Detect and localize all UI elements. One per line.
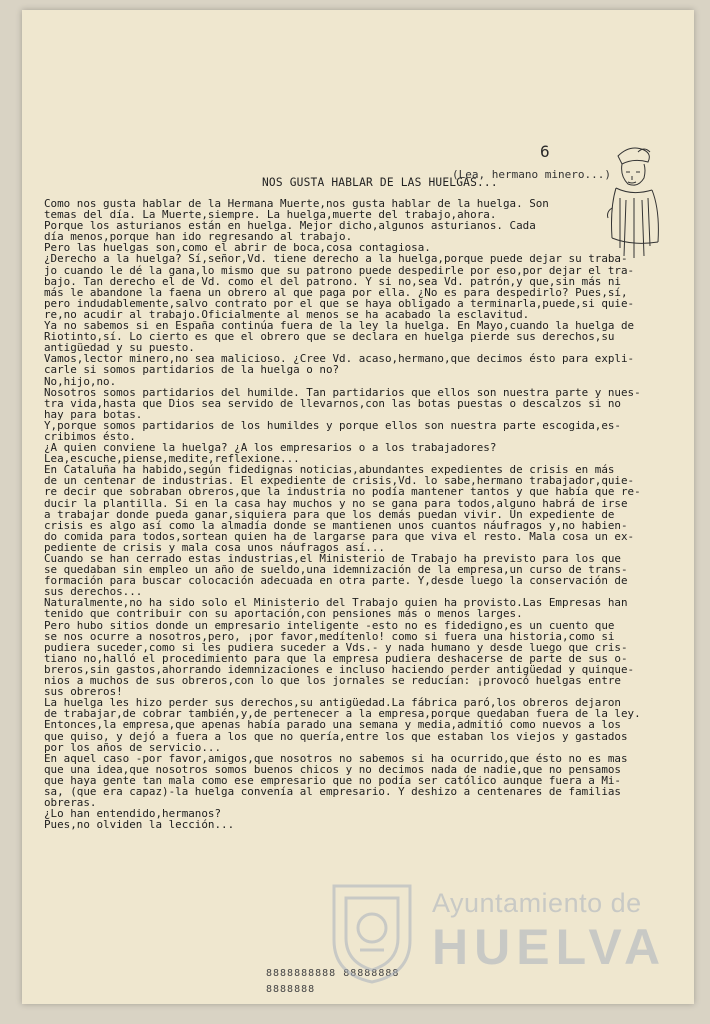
text-line: La huelga les hizo perder sus derechos,su antigüedad.La fábrica paró,los obreros dejaron xyxy=(44,697,621,709)
text-line: tenido que contribuir con su aportación,con pensiones más o menos larges. xyxy=(44,608,523,620)
watermark-line-2: HUELVA xyxy=(432,919,667,975)
text-line: Pues,no olviden la lección... xyxy=(44,819,235,831)
text-line: Vamos,lector minero,no sea malicioso. ¿Cree Vd. acaso,hermano,que decimos ésto para expli- xyxy=(44,353,635,365)
text-line: jo cuando le dé la gana,lo mismo que su patrono puede despedirle por eso,por dejar el tra- xyxy=(44,264,635,276)
text-line: se quedaban sin empleo un año de sueldo,una idemnización de la empresa,un curso de trans- xyxy=(44,564,628,576)
text-line: de un centenar de industrias. El expediente de crisis,Vd. lo sabe,hermano trabajador,quie- xyxy=(44,475,635,487)
text-line: breros,sin gastos,ahorrando idemnizaciones e incluso haciendo perder antigüedad y quinque- xyxy=(44,663,635,676)
page-title: NOS GUSTA HABLAR DE LAS HUELGAS... xyxy=(262,176,498,189)
text-line: cribimos ésto. xyxy=(44,430,136,443)
archive-watermark xyxy=(324,878,684,988)
text-line: re,no acudir al trabajo.Oficialmente al menos se ha acabado la esclavitud. xyxy=(44,308,530,321)
text-line: hay para botas. xyxy=(44,408,143,420)
text-line: Riotinto,sí. Lo cierto es que el obrero que se declara en huelga pierde sus derechos,su xyxy=(44,331,615,343)
text-line: Cuando se han cerrado estas industrias,el Ministerio de Trabajo ha previsto para los que xyxy=(44,553,621,565)
footer-mark-line: 8888888 xyxy=(266,984,316,995)
text-line: re decir que sobraban obreros,que la industria no podía mantener tantos y que había que re- xyxy=(44,486,641,498)
text-line: nios a muchos de sus obreros,con lo que los jornales se reducían: ¡provocó huelgas entre xyxy=(44,675,621,687)
text-line: día menos,porque han ido regresando al trabajo. xyxy=(44,231,353,243)
text-line: ¿Derecho a la huelga? Sí,señor,Vd. tiene derecho a la huelga,porque puede dejar su traba- xyxy=(44,253,628,265)
text-line: pudiera suceder,como si les pudiera suceder a Vds.- y nada humano y desde luego que cris- xyxy=(44,641,628,653)
text-line: de trabajar,de cobrar también,y,de pertenecer a la empresa,porque quedaban fuera de la ley. xyxy=(44,708,641,720)
text-line: sa, (que era capaz)-la huelga convenía al empresario. Y deshizo a centenares de familias xyxy=(44,785,621,798)
text-line: que quiso, y dejó a fuera a los que no quería,entre los que estaban los viejos y gastados xyxy=(44,730,628,742)
text-line: se nos ocurre a nosotros,pero, ¡por favor,medítenlo! como si fuera una historia,como si xyxy=(44,630,615,642)
text-line: pediente de crisis y mala cosa unos náufragos así... xyxy=(44,541,385,553)
text-line: obreras. xyxy=(44,797,97,809)
text-line: Pero hubo sitios donde un empresario inteligente -esto no es fidedigno,es un cuento que xyxy=(44,619,615,631)
text-line: bajo. Tan derecho el de Vd. como el del patrono. Y si no,sea Vd. patrón,y que,sin más ni xyxy=(44,275,621,287)
footer-mark-line: 8888888888 88888888 xyxy=(266,968,400,979)
text-line: crisis es algo así como la almadía donde se mantienen unos cuantos náufragos y,no habien- xyxy=(44,519,628,531)
text-line: tiano no,halló el procedimiento para que la empresa pudiera deshacerse de parte de sus o- xyxy=(44,652,628,664)
text-line: a trabajar donde pueda ganar,siquiera para que los demás puedan vivir. Un expediente de xyxy=(44,508,615,520)
text-line: Como nos gusta hablar de la Hermana Muerte,nos gusta hablar de la huelga. Son xyxy=(44,198,549,210)
watermark-line-1: Ayuntamiento de xyxy=(432,888,642,918)
text-line: Naturalmente,no ha sido solo el Ministerio del Trabajo quien ha provisto.Las Empresas han xyxy=(44,597,628,609)
city-seal-icon xyxy=(324,878,420,986)
page-subtitle: (Lea, hermano minero...) xyxy=(452,168,611,181)
text-line: Ya no sabemos si en España continúa fuera de la ley la huelga. En Mayo,cuando la huelga de xyxy=(44,320,635,332)
text-line: carle si somos partidarios de la huelga o no? xyxy=(44,364,340,376)
text-line: Nosotros somos partidarios del humilde. Tan partidarios que ellos son nuestra parte y nues- xyxy=(44,386,641,398)
page-number: 6 xyxy=(540,142,550,161)
text-line: En Cataluña ha habido,según fidedignas noticias,abundantes expedientes de crisis en más xyxy=(44,464,615,476)
text-line: que una idea,que nosotros somos buenos chicos y no decimos nada de nadie,que no pensamos xyxy=(44,763,621,775)
text-line: ducir la plantilla. Si en la casa hay muchos y no se gana para todos,alguno habrá de irse xyxy=(44,497,628,509)
text-line: Pero las huelgas son,como el abrir de boca,cosa contagiosa. xyxy=(44,242,431,254)
text-line: Porque los asturianos están en huelga. Mejor dicho,algunos asturianos. Cada xyxy=(44,220,536,232)
text-line: ¿Lo han entendido,hermanos? xyxy=(44,808,222,820)
text-line: No,hijo,no. xyxy=(44,375,117,387)
text-line: antigüedad y su puesto. xyxy=(44,342,195,354)
text-line: por los años de servicio... xyxy=(44,741,222,753)
text-line: pero indudablemente,salvo contrato por el que se haya obligado a terminarla,puede,si quie- xyxy=(44,297,635,309)
text-line: En aquel caso -por favor,amigos,que nosotros no sabemos si ha ocurrido,que ésto no es mas xyxy=(44,752,628,764)
document-page xyxy=(22,10,694,1004)
text-line: temas del día. La Muerte,siempre. La huelga,muerte del trabajo,ahora. xyxy=(44,209,497,221)
text-line: Entonces,la empresa,que apenas había parado una semana y media,admitió como nuevos a los xyxy=(44,719,621,731)
text-line: Lea,escuche,piense,medite,reflexione... xyxy=(44,453,300,465)
text-line: formación para buscar colocación adecuada en otra parte. Y,desde luego la conservación de xyxy=(44,575,628,587)
text-line: tra vida,hasta que Dios sea servido de llevarnos,con las botas puestas o descalzos si no xyxy=(44,397,621,409)
text-line: más le abandone la faena un obrero al que paga por ella. ¿No es para despedirlo? Pues,sí, xyxy=(44,286,628,298)
text-line: Y,porque somos partidarios de los humildes y porque ellos son nuestra parte escogida,es- xyxy=(44,419,621,431)
text-line: sus obreros! xyxy=(44,686,123,698)
text-line: ¿A quien conviene la huelga? ¿A los empresarios o a los trabajadores? xyxy=(44,442,497,454)
text-line: sus derechos... xyxy=(44,586,143,598)
body-text xyxy=(44,198,674,830)
text-line: que haya gente tan mala como ese empresario que no podía ser católico aunque fuera a Mi- xyxy=(44,774,621,786)
text-line: do comida para todos,sortean quien ha de largarse para que viva el resto. Mala cosa un ex- xyxy=(44,530,635,542)
